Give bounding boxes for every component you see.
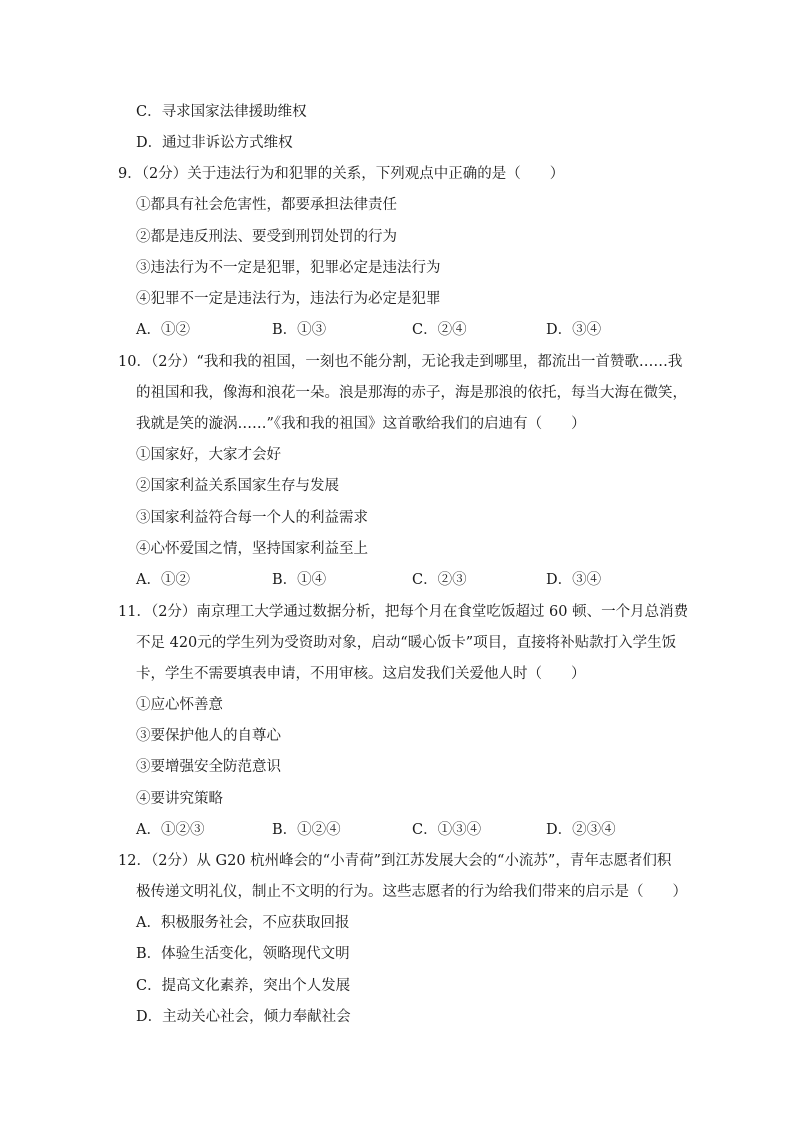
q11-options [136, 820, 656, 840]
q9-option-d: D．③④ [546, 322, 602, 338]
q9-item-4: ④犯罪不一定是违法行为，违法行为必定是犯罪 [136, 291, 441, 307]
q11-option-d: D．②③④ [546, 822, 616, 838]
q12-choice-c: C．提高文化素养，突出个人发展 [136, 978, 351, 994]
q10-stem-line-1: 10．（2分）“我和我的祖国，一刻也不能分割，无论我走到哪里，都流出一首赞歌……我 [118, 354, 683, 370]
prev-option-c: C．寻求国家法律援助维权 [136, 104, 307, 120]
q10-option-d: D．③④ [546, 572, 602, 588]
q10-option-a: A．①② [136, 572, 190, 588]
q11-stem-line-2: 不足 420元的学生列为受资助对象，启动“暖心饭卡”项目，直接将补贴款打入学生饭 [136, 635, 677, 651]
q9-option-b: B．①③ [272, 322, 327, 338]
q11-option-c: C．①③④ [412, 822, 482, 838]
q11-option-a: A．①②③ [136, 822, 205, 838]
q9-item-3: ③违法行为不一定是犯罪，犯罪必定是违法行为 [136, 260, 441, 276]
q12-choice-d: D．主动关心社会，倾力奉献社会 [136, 1009, 351, 1025]
q9-item-1: ①都具有社会危害性，都要承担法律责任 [136, 197, 397, 213]
q11-item-3: ③要增强安全防范意识 [136, 759, 281, 775]
q10-item-1: ①国家好，大家才会好 [136, 447, 281, 463]
q10-stem-line-2: 的祖国和我，像海和浪花一朵。浪是那海的赤子，海是那浪的依托，每当大海在微笑， [136, 385, 687, 401]
q9-options [136, 320, 656, 340]
q11-item-2: ③要保护他人的自尊心 [136, 728, 281, 744]
q10-item-3: ③国家利益符合每一个人的利益需求 [136, 510, 368, 526]
q9-option-c: C．②④ [412, 322, 467, 338]
q11-stem-line-3: 卡，学生不需要填表申请，不用审核。这启发我们关爱他人时（ ） [136, 666, 586, 682]
q10-item-4: ④心怀爱国之情，坚持国家利益至上 [136, 541, 368, 557]
q9-stem: 9．（2分）关于违法行为和犯罪的关系，下列观点中正确的是（ ） [118, 166, 565, 182]
q9-item-2: ②都是违反刑法、要受到刑罚处罚的行为 [136, 229, 397, 245]
q11-stem-line-1: 11．（2分）南京理工大学通过数据分析，把每个月在食堂吃饭超过 60 顿、一个月总消费 [118, 604, 689, 620]
q10-item-2: ②国家利益关系国家生存与发展 [136, 478, 339, 494]
q10-option-b: B．①④ [272, 572, 327, 588]
q11-item-4: ④要讲究策略 [136, 791, 223, 807]
q12-stem-line-1: 12．（2分）从 G20 杭州峰会的“小青荷”到江苏发展大会的“小流苏”，青年志愿者们积 [118, 853, 672, 869]
q9-option-a: A．①② [136, 322, 190, 338]
q10-options [136, 570, 656, 590]
q12-choice-a: A．积极服务社会，不应获取回报 [136, 915, 350, 931]
q10-stem-line-3: 我就是笑的漩涡……”《我和我的祖国》这首歌给我们的启迪有（ ） [136, 416, 586, 432]
prev-option-d: D．通过非诉讼方式维权 [136, 135, 293, 151]
q11-item-1: ①应心怀善意 [136, 697, 223, 713]
q12-stem-line-2: 极传递文明礼仪，制止不文明的行为。这些志愿者的行为给我们带来的启示是（ ） [136, 884, 687, 900]
q10-option-c: C．②③ [412, 572, 467, 588]
q12-choice-b: B．体验生活变化，领略现代文明 [136, 946, 350, 962]
q11-option-b: B．①②④ [272, 822, 341, 838]
